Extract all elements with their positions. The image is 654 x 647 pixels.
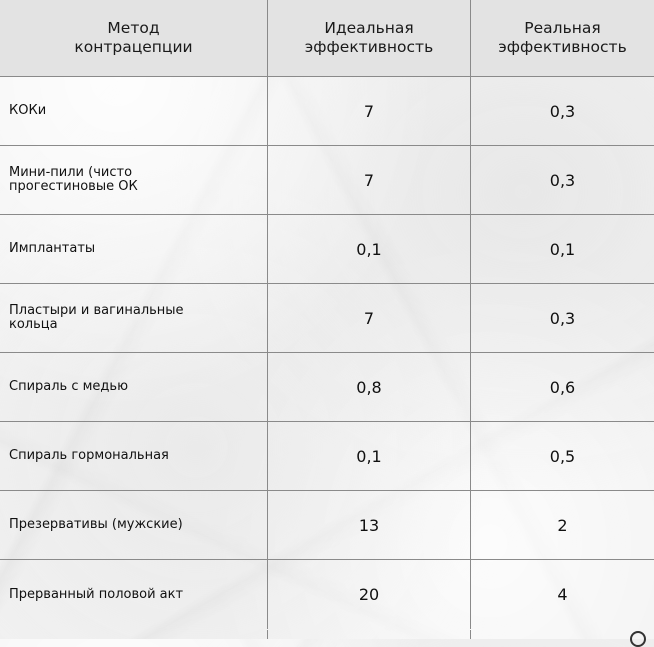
method-cell: Пластыри и вагинальные кольца (9, 303, 184, 332)
table-row (0, 491, 654, 560)
ideal-cell: 7 (363, 308, 375, 328)
ideal-cell: 13 (358, 515, 380, 535)
method-cell: Спираль с медью (9, 379, 129, 394)
real-cell: 4 (557, 585, 568, 604)
column-divider (0, 630, 268, 639)
column-divider (268, 630, 471, 639)
method-cell: Презервативы (мужские) (9, 517, 183, 532)
ideal-cell: 7 (363, 101, 375, 121)
ideal-cell: 7 (363, 170, 375, 190)
method-cell: Спираль гормональная (9, 448, 169, 463)
table-row (0, 284, 654, 353)
header-ideal (268, 0, 471, 76)
real-cell: 0,1 (549, 239, 576, 259)
table-row (0, 422, 654, 491)
real-cell: 2 (557, 515, 568, 535)
real-cell: 0,3 (549, 308, 576, 328)
real-cell: 0,3 (549, 170, 576, 190)
method-cell: КОКи (9, 103, 47, 118)
table-row (0, 560, 654, 629)
method-cell: Прерванный половой акт (9, 586, 184, 602)
table-column-tail (0, 630, 654, 639)
table-row (0, 146, 654, 215)
header-real-label: Реальная эффективность (498, 19, 627, 56)
real-cell: 0,3 (549, 101, 576, 121)
ideal-cell: 20 (358, 585, 380, 604)
method-cell: Мини-пили (чисто прогестиновые ОК (9, 165, 138, 194)
header-real (471, 0, 654, 76)
header-ideal-label: Идеальная эффективность (304, 19, 434, 56)
corner-circle-icon (630, 631, 646, 647)
ideal-cell: 0,1 (356, 446, 382, 466)
real-cell: 0,6 (549, 377, 576, 397)
table-row (0, 353, 654, 422)
header-method (0, 0, 268, 76)
table-row (0, 77, 654, 146)
real-cell: 0,5 (549, 446, 576, 466)
header-method-label: Метод контрацепции (74, 19, 193, 56)
table-row (0, 215, 654, 284)
table-header-row (0, 0, 654, 77)
ideal-cell: 0,1 (356, 239, 382, 259)
method-cell: Имплантаты (9, 241, 96, 256)
ideal-cell: 0,8 (356, 377, 382, 397)
